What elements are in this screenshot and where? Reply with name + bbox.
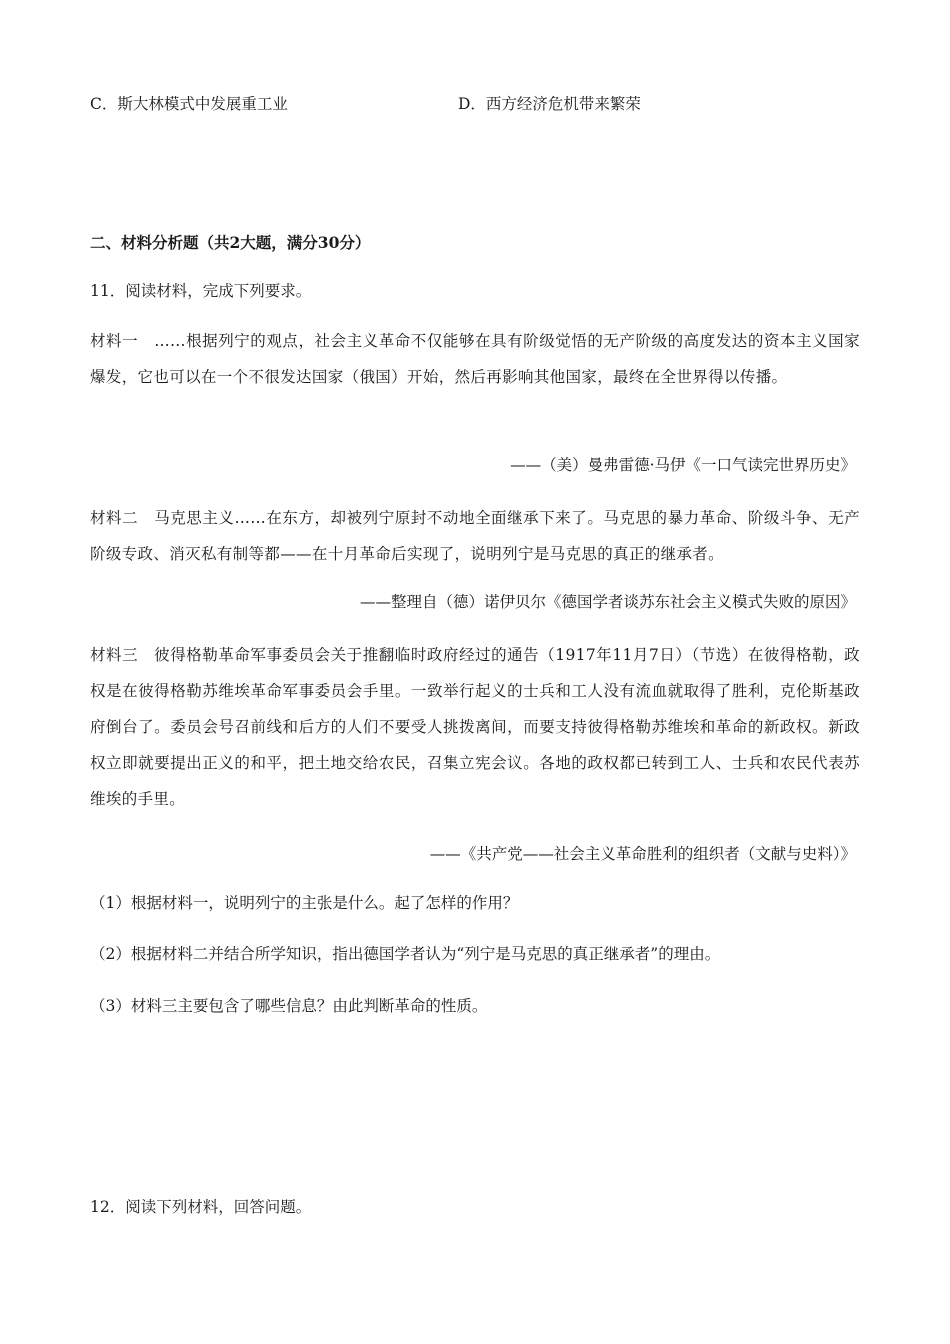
option-c: C．斯大林模式中发展重工业 bbox=[90, 95, 288, 113]
question-12-stem: 12．阅读下列材料，回答问题。 bbox=[90, 1198, 312, 1216]
material-2: 材料二 马克思主义……在东方，却被列宁原封不动地全面继承下来了。马克思的暴力革命、阶级斗争、无产阶级专政、消灭私有制等都——在十月革命后实现了，说明列宁是马克思的真正的继承者。 bbox=[90, 509, 860, 563]
material-1-source: ——（美）曼弗雷德·马伊《一口气读完世界历史》 bbox=[510, 456, 856, 474]
sub-question-3: （3）材料三主要包含了哪些信息？由此判断革命的性质。 bbox=[90, 997, 488, 1015]
question-11-stem: 11．阅读材料，完成下列要求。 bbox=[90, 282, 312, 300]
material-3: 材料三 彼得格勒革命军事委员会关于推翻临时政府经过的通告（1917年11月7日）（节选）在彼得格勒，政权是在彼得格勒苏维埃革命军事委员会手里。一致举行起义的士兵和工人没有流血就取得了胜利，克伦斯基政府倒台了。委员会号召前线和后方的人们不要受人挑拨离间，而要支持彼得格勒苏维埃和革命的新政权。新政权立即就要提出正义的和平，把土地交给农民，召集立宪会议。各地的政权都已转到工人、士兵和农民代表苏维埃的手里。 bbox=[90, 646, 860, 808]
material-1: 材料一 ……根据列宁的观点，社会主义革命不仅能够在具有阶级觉悟的无产阶级的高度发达的资本主义国家爆发，它也可以在一个不很发达国家（俄国）开始，然后再影响其他国家，最终在全世界得以传播。 bbox=[90, 332, 860, 386]
sub-question-1: （1）根据材料一，说明列宁的主张是什么。起了怎样的作用？ bbox=[90, 894, 519, 912]
material-2-source: ——整理自（德）诺伊贝尔《德国学者谈苏东社会主义模式失败的原因》 bbox=[359, 593, 856, 611]
section-heading: 二、材料分析题（共2大题，满分30分） bbox=[90, 233, 371, 252]
sub-question-2: （2）根据材料二并结合所学知识，指出德国学者认为“列宁是马克思的真正继承者”的理由。 bbox=[90, 945, 721, 963]
option-d: D．西方经济危机带来繁荣 bbox=[458, 95, 641, 113]
material-3-source: ——《共产党——社会主义革命胜利的组织者（文献与史料）》 bbox=[429, 845, 856, 863]
